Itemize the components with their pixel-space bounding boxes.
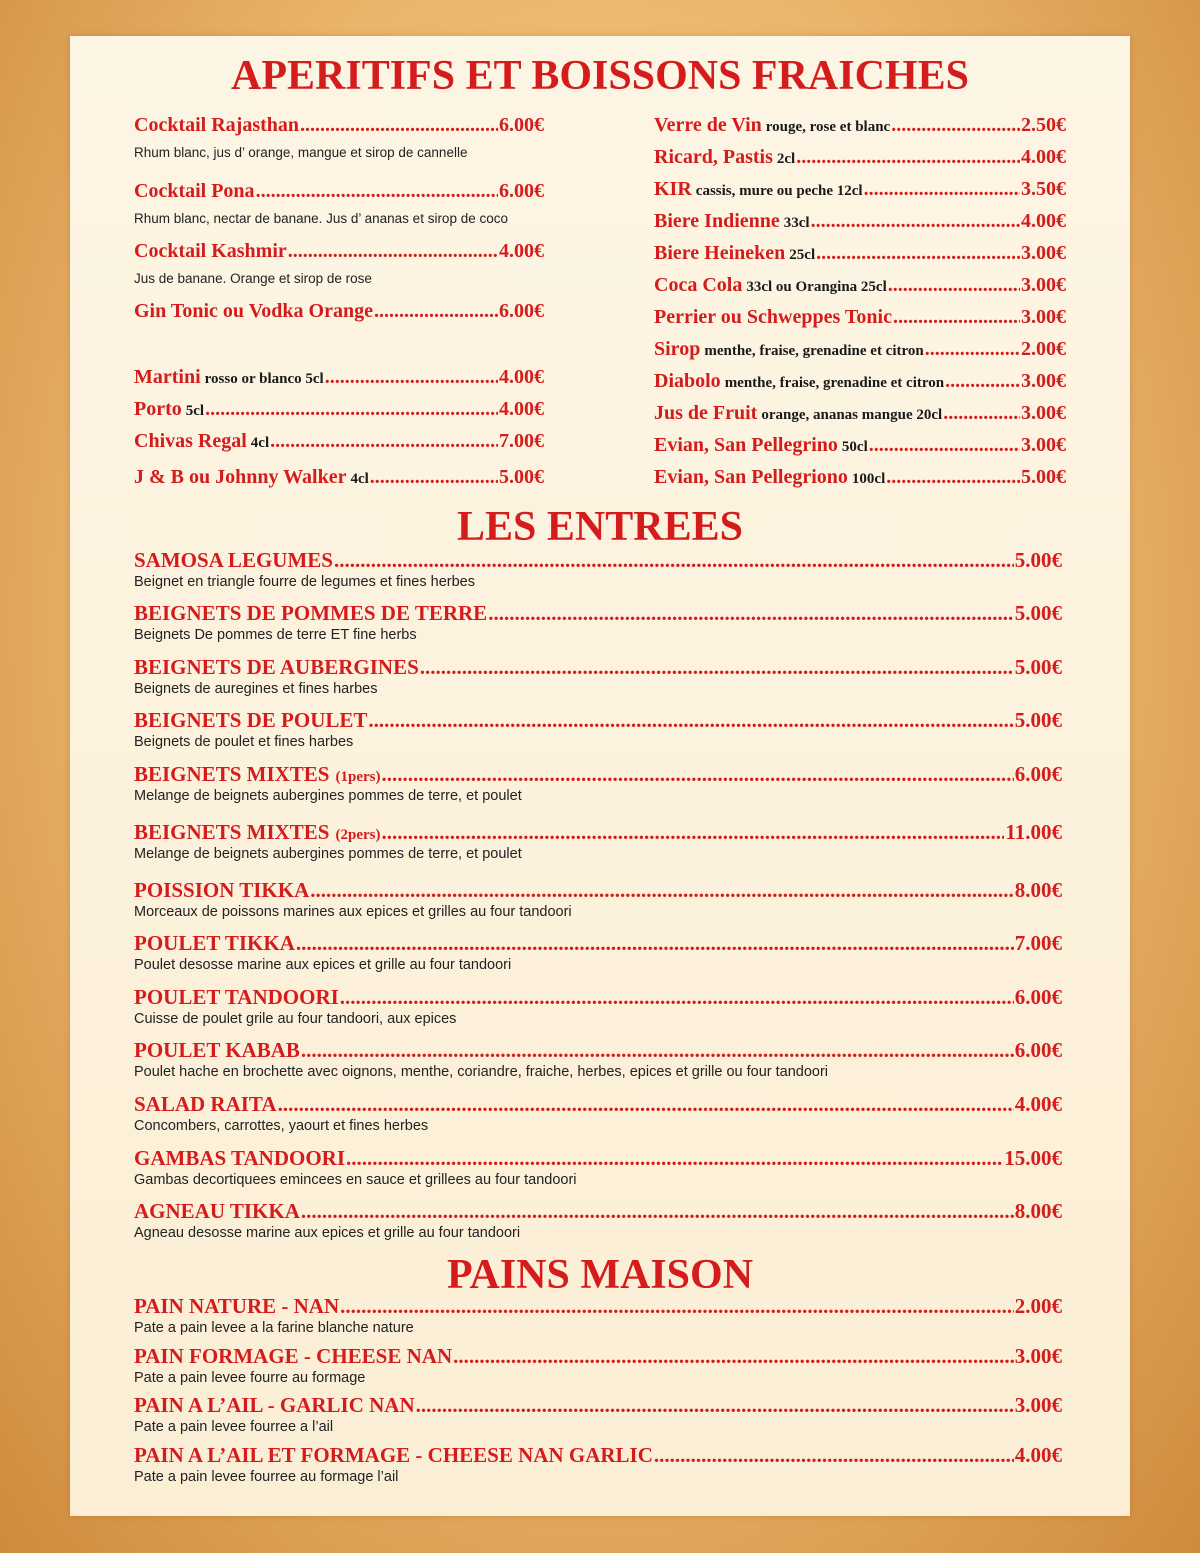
menu-item xyxy=(654,114,1066,137)
dot-leader xyxy=(796,146,1020,169)
item-price: 2.00€ xyxy=(1021,338,1066,360)
item-name: BEIGNETS DE AUBERGINES xyxy=(134,655,419,679)
item-price: 6.00€ xyxy=(1014,985,1062,1009)
menu-item-line xyxy=(134,1443,1062,1468)
menu-item-line xyxy=(134,114,544,137)
item-detail: 100cl xyxy=(851,471,886,487)
item-name: BEIGNETS MIXTES xyxy=(134,762,330,786)
menu-item-line xyxy=(134,762,1062,787)
item-price: 7.00€ xyxy=(1014,931,1062,955)
menu-item-line xyxy=(134,985,1062,1010)
menu-item-line xyxy=(134,1199,1062,1224)
menu-item xyxy=(654,146,1066,169)
item-price: 5.00€ xyxy=(1014,708,1062,732)
item-name: Evian, San Pellegrino xyxy=(654,434,838,456)
item-price: 8.00€ xyxy=(1014,878,1062,902)
item-detail: cassis, mure ou peche 12cl xyxy=(695,183,863,199)
item-price: 6.00€ xyxy=(1014,762,1062,786)
menu-item-line xyxy=(134,300,544,323)
item-description: Concombers, carrottes, yaourt et fines herbes xyxy=(134,1118,429,1134)
item-detail: rosso or blanco 5cl xyxy=(204,371,324,387)
item-price: 15.00€ xyxy=(1004,1146,1062,1170)
dot-leader xyxy=(888,274,1020,297)
item-price: 3.00€ xyxy=(1021,306,1066,328)
menu-item-line xyxy=(134,430,544,453)
item-description: Beignets De pommes de terre ET fine herbs xyxy=(134,627,417,643)
dot-leader xyxy=(256,180,498,203)
item-price: 4.00€ xyxy=(1021,146,1066,168)
item-name: Coca Cola xyxy=(654,274,743,296)
item-detail: menthe, fraise, grenadine et citron xyxy=(704,343,924,359)
menu-item-line xyxy=(654,114,1066,137)
menu-item xyxy=(134,180,544,226)
dot-leader xyxy=(370,466,498,489)
item-name: Cocktail Pona xyxy=(134,180,255,202)
menu-item-line xyxy=(134,240,544,263)
dot-leader xyxy=(891,114,1020,137)
menu-item-line xyxy=(654,466,1066,489)
menu-item-line xyxy=(134,1092,1062,1117)
item-detail: 33cl xyxy=(783,215,810,231)
item-price: 2.50€ xyxy=(1021,114,1066,136)
dot-leader xyxy=(346,1146,1003,1171)
item-price: 4.00€ xyxy=(499,398,544,420)
item-name: Porto xyxy=(134,398,182,420)
item-price: 5.00€ xyxy=(1014,548,1062,572)
dot-leader xyxy=(340,985,1014,1010)
item-price: 4.00€ xyxy=(499,240,544,262)
item-price: 3.00€ xyxy=(1021,242,1066,264)
menu-item xyxy=(134,931,1062,973)
dot-leader xyxy=(296,931,1014,956)
dot-leader xyxy=(310,878,1014,903)
item-name: BEIGNETS MIXTES xyxy=(134,820,330,844)
item-name: J & B ou Johnny Walker xyxy=(134,466,347,488)
menu-item-line xyxy=(134,1294,1062,1319)
menu-item-line xyxy=(134,708,1062,733)
menu-item xyxy=(134,1443,1062,1485)
item-description: Poulet desosse marine aux epices et grille au four tandoori xyxy=(134,957,512,973)
item-name: Verre de Vin xyxy=(654,114,762,136)
menu-item xyxy=(134,708,1062,750)
item-name: BEIGNETS DE POULET xyxy=(134,708,368,732)
item-price: 6.00€ xyxy=(499,114,544,136)
item-name: Perrier ou Schweppes Tonic xyxy=(654,306,892,328)
menu-item xyxy=(654,434,1066,457)
item-detail: 25cl xyxy=(789,247,816,263)
dot-leader xyxy=(420,655,1014,680)
item-name: PAIN A L’AIL ET FORMAGE - CHEESE NAN GARLIC xyxy=(134,1443,653,1467)
item-price: 7.00€ xyxy=(499,430,544,452)
dot-leader xyxy=(205,398,498,421)
dot-leader xyxy=(654,1443,1014,1468)
dot-leader xyxy=(340,1294,1014,1319)
item-description: Beignets de auregines et fines harbes xyxy=(134,681,378,697)
menu-item-line xyxy=(654,306,1066,329)
item-description: Gambas decortiquees emincees en sauce et grillees au four tandoori xyxy=(134,1172,577,1188)
menu-item xyxy=(654,402,1066,425)
item-name: Martini xyxy=(134,366,201,388)
dot-leader xyxy=(893,306,1020,329)
entrees-title: LES ENTREES xyxy=(457,504,743,550)
dot-leader xyxy=(864,178,1020,201)
menu-item xyxy=(654,466,1066,489)
menu-item xyxy=(654,274,1066,297)
item-detail: (1pers) xyxy=(335,769,381,785)
dot-leader xyxy=(270,430,498,453)
item-detail: 4cl xyxy=(250,435,270,451)
menu-item-line xyxy=(134,1344,1062,1369)
menu-item xyxy=(134,1092,1062,1134)
menu-item xyxy=(134,430,544,453)
menu-item xyxy=(134,655,1062,697)
menu-item xyxy=(654,338,1066,361)
item-name: Cocktail Rajasthan xyxy=(134,114,300,136)
item-description: Pate a pain levee a la farine blanche nature xyxy=(134,1320,414,1336)
item-description: Agneau desosse marine aux epices et grille au four tandoori xyxy=(134,1225,521,1241)
menu-item-line xyxy=(654,146,1066,169)
dot-leader xyxy=(278,1092,1014,1117)
menu-item-line xyxy=(134,398,544,421)
menu-item xyxy=(134,398,544,421)
menu-item-line xyxy=(134,1038,1062,1063)
item-price: 4.00€ xyxy=(1014,1092,1062,1116)
menu-item xyxy=(654,178,1066,201)
item-name: Gin Tonic ou Vodka Orange xyxy=(134,300,373,322)
dot-leader xyxy=(368,708,1013,733)
item-price: 11.00€ xyxy=(1005,820,1062,844)
menu-item-line xyxy=(654,178,1066,201)
menu-item-line xyxy=(654,402,1066,425)
menu-item xyxy=(134,466,544,489)
item-price: 6.00€ xyxy=(499,180,544,202)
item-description: Pate a pain levee fourre au formage xyxy=(134,1370,366,1386)
dot-leader xyxy=(288,240,498,263)
menu-item xyxy=(134,762,1062,804)
item-name: AGNEAU TIKKA xyxy=(134,1199,300,1223)
menu-item xyxy=(134,878,1062,920)
menu-item xyxy=(134,820,1062,862)
item-description: Pate a pain levee fourree au formage l’ail xyxy=(134,1469,399,1485)
menu-item-line xyxy=(654,210,1066,233)
item-detail: 50cl xyxy=(841,439,868,455)
item-name: PAIN FORMAGE - CHEESE NAN xyxy=(134,1344,453,1368)
menu-item-line xyxy=(134,1393,1062,1418)
item-detail: 4cl xyxy=(350,471,369,487)
menu-item xyxy=(134,1393,1062,1435)
dot-leader xyxy=(488,601,1014,626)
menu-item-line xyxy=(134,601,1062,626)
dot-leader xyxy=(816,242,1020,265)
item-price: 2.00€ xyxy=(1014,1294,1062,1318)
item-detail: menthe, fraise, grenadine et citron xyxy=(724,375,945,391)
item-name: POULET TANDOORI xyxy=(134,985,339,1009)
item-name: PAIN A L’AIL - GARLIC NAN xyxy=(134,1393,415,1417)
item-name: Ricard, Pastis xyxy=(654,146,773,168)
dot-leader xyxy=(325,366,498,389)
dot-leader xyxy=(416,1393,1014,1418)
menu-item-line xyxy=(134,466,544,489)
menu-item-line xyxy=(134,1146,1062,1171)
dot-leader xyxy=(301,1199,1014,1224)
item-description: Melange de beignets aubergines pommes de terre, et poulet xyxy=(134,788,522,804)
item-price: 3.00€ xyxy=(1021,370,1066,392)
item-detail: orange, ananas mangue 20cl xyxy=(761,407,943,423)
item-description: Beignets de poulet et fines harbes xyxy=(134,734,354,750)
item-price: 6.00€ xyxy=(1014,1038,1062,1062)
dot-leader xyxy=(300,114,498,137)
item-name: Chivas Regal xyxy=(134,430,247,452)
menu-item xyxy=(134,1199,1062,1241)
item-price: 5.00€ xyxy=(499,466,544,488)
menu-item xyxy=(134,1294,1062,1336)
menu-item-line xyxy=(654,274,1066,297)
dot-leader xyxy=(374,300,498,323)
menu-item-line xyxy=(134,366,544,389)
aperitifs-title: APERITIFS ET BOISSONS FRAICHES xyxy=(231,53,969,99)
item-detail: 5cl xyxy=(185,403,205,419)
item-name: GAMBAS TANDOORI xyxy=(134,1146,345,1170)
item-price: 4.00€ xyxy=(499,366,544,388)
item-detail: (2pers) xyxy=(335,827,381,843)
menu-item-line xyxy=(134,180,544,203)
dot-leader xyxy=(334,548,1014,573)
item-price: 3.00€ xyxy=(1021,274,1066,296)
menu-item xyxy=(654,370,1066,393)
item-price: 3.00€ xyxy=(1021,434,1066,456)
item-price: 5.00€ xyxy=(1021,466,1066,488)
menu-item xyxy=(134,985,1062,1027)
menu-item-line xyxy=(654,338,1066,361)
item-name: POISSION TIKKA xyxy=(134,878,310,902)
menu-item-line xyxy=(134,878,1062,903)
menu-item xyxy=(134,366,544,389)
dot-leader xyxy=(943,402,1020,425)
item-description: Poulet hache en brochette avec oignons, menthe, coriandre, fraiche, herbes, epices et grille ou four tandoori xyxy=(134,1064,829,1080)
item-name: Biere Indienne xyxy=(654,210,780,232)
menu-item-line xyxy=(134,820,1062,845)
menu-item xyxy=(134,240,544,286)
item-name: POULET TIKKA xyxy=(134,931,295,955)
menu-item xyxy=(134,548,1062,590)
item-description: Pate a pain levee fourree a l’ail xyxy=(134,1419,334,1435)
item-name: Biere Heineken xyxy=(654,242,786,264)
item-name: POULET KABAB xyxy=(134,1038,300,1062)
menu-item-line xyxy=(134,931,1062,956)
menu-item xyxy=(654,210,1066,233)
menu-item xyxy=(654,242,1066,265)
item-name: Sirop xyxy=(654,338,701,360)
item-description: Morceaux de poissons marines aux epices et grilles au four tandoori xyxy=(134,904,572,920)
item-description: Melange de beignets aubergines pommes de terre, et poulet xyxy=(134,846,522,862)
item-name: KIR xyxy=(654,178,692,200)
menu-item-line xyxy=(134,548,1062,573)
dot-leader xyxy=(869,434,1020,457)
menu-item xyxy=(134,1146,1062,1188)
item-price: 4.00€ xyxy=(1014,1443,1062,1467)
menu-item-line xyxy=(654,434,1066,457)
dot-leader xyxy=(301,1038,1014,1063)
menu-item xyxy=(134,1038,1062,1080)
dot-leader xyxy=(381,762,1013,787)
menu-item-line xyxy=(654,242,1066,265)
dot-leader xyxy=(453,1344,1014,1369)
menu-item-line xyxy=(134,655,1062,680)
menu-item xyxy=(134,300,544,323)
item-description: Rhum blanc, nectar de banane. Jus d’ ananas et sirop de coco xyxy=(134,211,508,226)
item-name: Cocktail Kashmir xyxy=(134,240,287,262)
item-description: Beignet en triangle fourre de legumes et fines herbes xyxy=(134,574,475,590)
dot-leader xyxy=(886,466,1020,489)
item-description: Rhum blanc, jus d’ orange, mangue et sirop de cannelle xyxy=(134,145,468,160)
item-price: 5.00€ xyxy=(1014,601,1062,625)
item-price: 3.00€ xyxy=(1014,1393,1062,1417)
item-detail: rouge, rose et blanc xyxy=(765,119,891,135)
item-description: Cuisse de poulet grile au four tandoori, aux epices xyxy=(134,1011,457,1027)
item-name: Evian, San Pellegriono xyxy=(654,466,848,488)
pains-title: PAINS MAISON xyxy=(446,1252,754,1298)
dot-leader xyxy=(925,338,1020,361)
menu-item xyxy=(654,306,1066,329)
item-price: 5.00€ xyxy=(1014,655,1062,679)
item-price: 3.50€ xyxy=(1021,178,1066,200)
item-price: 3.00€ xyxy=(1021,402,1066,424)
dot-leader xyxy=(811,210,1020,233)
item-price: 6.00€ xyxy=(499,300,544,322)
item-price: 8.00€ xyxy=(1014,1199,1062,1223)
item-name: Jus de Fruit xyxy=(654,402,758,424)
item-detail: 2cl xyxy=(776,151,796,167)
item-description: Jus de banane. Orange et sirop de rose xyxy=(134,271,372,286)
dot-leader xyxy=(945,370,1020,393)
menu-item-line xyxy=(654,370,1066,393)
item-name: Diabolo xyxy=(654,370,721,392)
item-name: SALAD RAITA xyxy=(134,1092,277,1116)
dot-leader xyxy=(381,820,1004,845)
menu-item xyxy=(134,114,544,160)
menu-item xyxy=(134,601,1062,643)
menu-item xyxy=(134,1344,1062,1386)
item-name: BEIGNETS DE POMMES DE TERRE xyxy=(134,601,488,625)
item-detail: 33cl ou Orangina 25cl xyxy=(746,279,887,295)
item-price: 4.00€ xyxy=(1021,210,1066,232)
item-name: SAMOSA LEGUMES xyxy=(134,548,333,572)
item-price: 3.00€ xyxy=(1014,1344,1062,1368)
item-name: PAIN NATURE - NAN xyxy=(134,1294,340,1318)
